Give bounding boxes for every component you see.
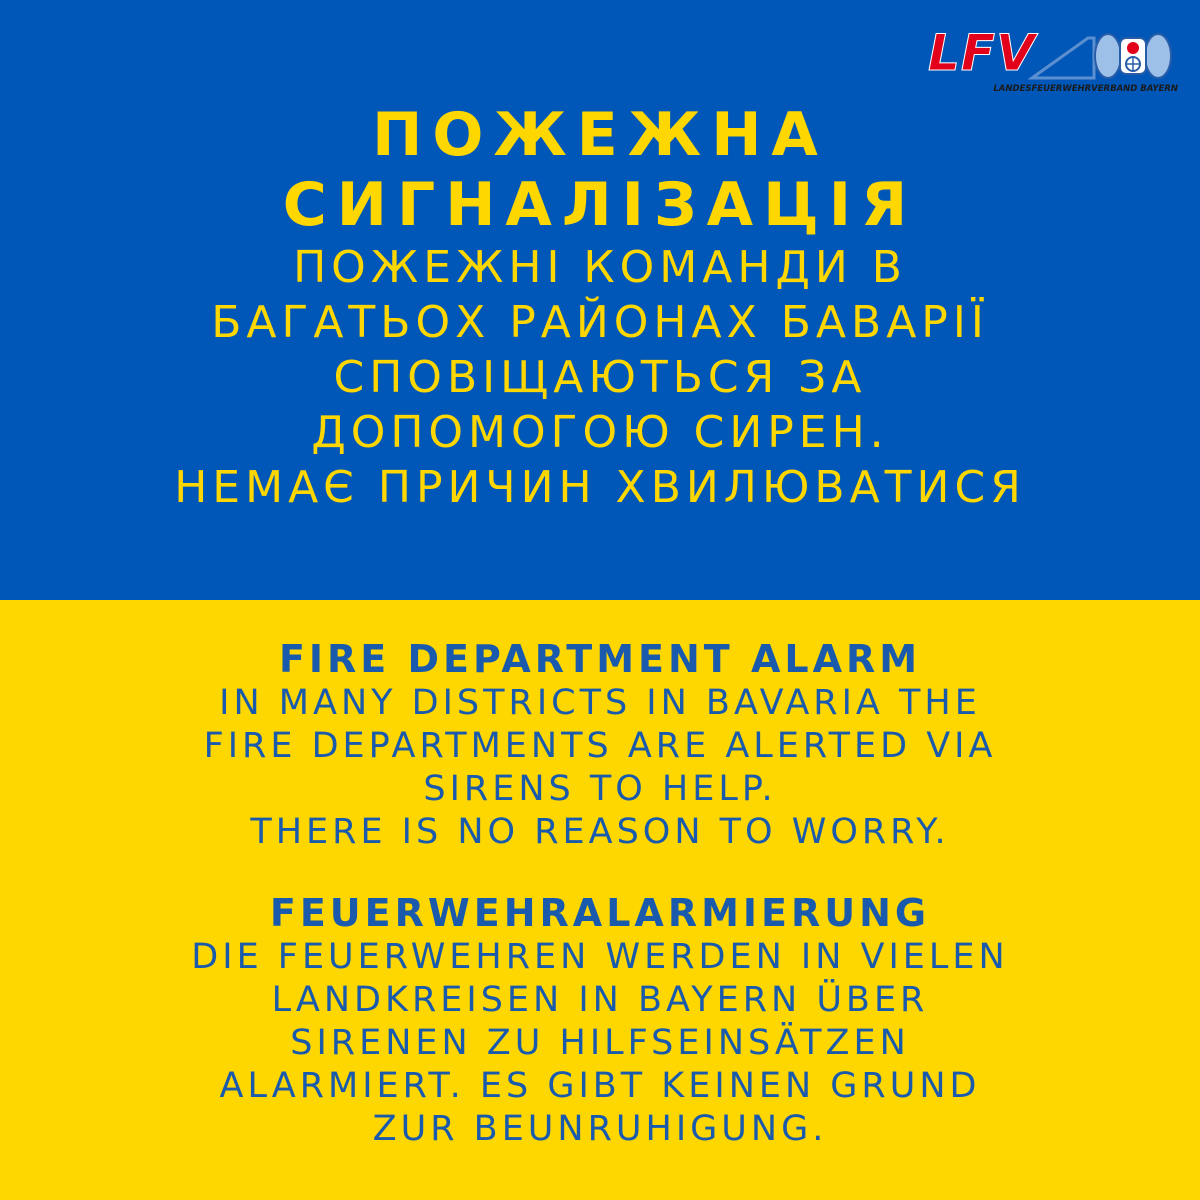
german-title: FEUERWEHRALARMIERUNG: [269, 891, 931, 935]
ukrainian-title-line: СИГНАЛІЗАЦІЯ: [282, 170, 918, 240]
german-body-line: SIRENEN ZU HILFSEINSÄTZEN: [290, 1023, 910, 1063]
ukrainian-title-line: ПОЖЕЖНА: [372, 100, 828, 170]
german-body-line: DIE FEUERWEHREN WERDEN IN VIELEN: [191, 937, 1009, 977]
ukrainian-body-line: СПОВІЩАЮТЬСЯ ЗА: [333, 352, 867, 403]
german-body-line: LANDKREISEN IN BAYERN ÜBER: [271, 980, 929, 1020]
lfv-logo: [928, 26, 1178, 98]
fire-brigade-crest-icon: [1088, 28, 1178, 84]
logo-wordmark: LFV: [928, 24, 1036, 82]
german-notice: [0, 890, 1200, 1151]
english-body-line: IN MANY DISTRICTS IN BAVARIA THE: [219, 683, 981, 723]
german-body: [0, 936, 1200, 1151]
german-body-line: ALARMIERT. ES GIBT KEINEN GRUND: [219, 1066, 981, 1106]
english-notice: [0, 636, 1200, 854]
ukrainian-notice: [0, 100, 1200, 515]
english-body-line: SIRENS TO HELP.: [423, 769, 777, 809]
english-body-line: THERE IS NO REASON TO WORRY.: [250, 812, 950, 852]
ukrainian-body: [0, 240, 1200, 515]
english-body-line: FIRE DEPARTMENTS ARE ALERTED VIA: [203, 726, 997, 766]
english-title: FIRE DEPARTMENT ALARM: [278, 637, 922, 681]
english-body: [0, 682, 1200, 854]
logo-subtitle: LANDESFEUERWEHRVERBAND BAYERN: [993, 84, 1178, 94]
ukrainian-title: [0, 100, 1200, 240]
ukrainian-body-line: НЕМАЄ ПРИЧИН ХВИЛЮВАТИСЯ: [174, 462, 1026, 513]
ukrainian-body-line: БАГАТЬОХ РАЙОНАХ БАВАРІЇ: [211, 297, 989, 348]
german-body-line: ZUR BEUNRUHIGUNG.: [372, 1109, 828, 1149]
ukrainian-body-line: ДОПОМОГОЮ СИРЕН.: [311, 407, 889, 458]
ukrainian-body-line: ПОЖЕЖНІ КОМАНДИ В: [293, 242, 907, 293]
